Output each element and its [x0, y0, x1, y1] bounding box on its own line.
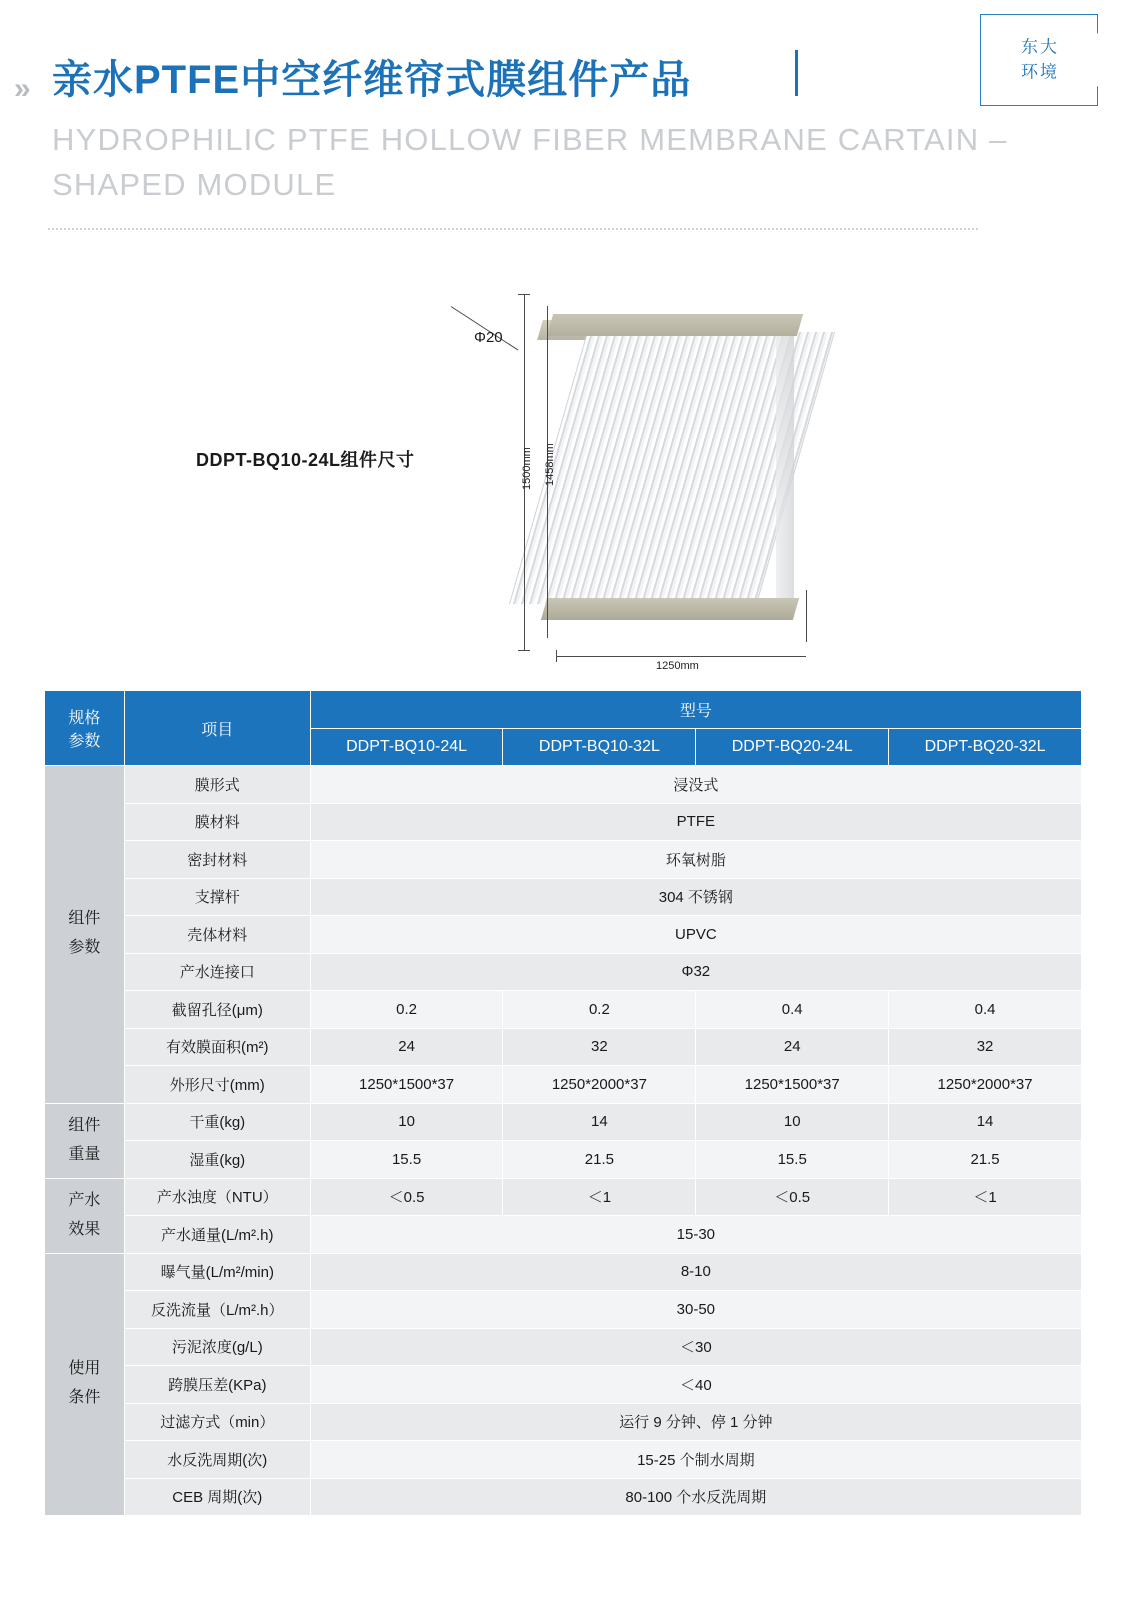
inner-height-label: 1458mm [544, 443, 556, 486]
module-bottom-cap [541, 598, 799, 620]
group-label-component-weight [45, 1103, 125, 1178]
row-item-label: 膜材料 [124, 803, 310, 841]
row-item-label: 过滤方式（min） [124, 1403, 310, 1441]
row-value-span: 304 不锈钢 [310, 878, 1081, 916]
outer-height-label: 1500mm [521, 447, 533, 490]
row-value-cell: 10 [310, 1103, 503, 1141]
row-value-cell: ＜1 [889, 1178, 1082, 1216]
row-value-cell: 21.5 [889, 1141, 1082, 1179]
group-line-1: 使用 [68, 1360, 101, 1378]
row-value-cell: 21.5 [503, 1141, 696, 1179]
row-value-span: 8-10 [310, 1253, 1081, 1291]
module-top-cap [547, 314, 803, 336]
table-row [45, 1403, 1082, 1441]
row-value-cell: 14 [503, 1103, 696, 1141]
group-label-permeate-quality [45, 1178, 125, 1253]
row-value-cell: 24 [696, 1028, 889, 1066]
diameter-label: Φ20 [474, 329, 503, 346]
row-value-cell: 15.5 [696, 1141, 889, 1179]
table-row [45, 1291, 1082, 1329]
spec-table-body [45, 691, 1082, 1516]
model-col-4: DDPT-BQ20-32L [889, 728, 1082, 766]
table-row [45, 1028, 1082, 1066]
group-label-component-params [45, 766, 125, 1104]
row-item-label: 截留孔径(μm) [124, 991, 310, 1029]
row-value-cell: 1250*2000*37 [889, 1066, 1082, 1104]
width-tick-left [556, 650, 557, 662]
row-item-label: 支撑杆 [124, 878, 310, 916]
row-item-label: 膜形式 [124, 766, 310, 804]
row-value-cell: 10 [696, 1103, 889, 1141]
group-line-2: 参数 [68, 939, 101, 957]
model-col-3: DDPT-BQ20-24L [696, 728, 889, 766]
page-header [0, 0, 1126, 238]
logo-text [981, 33, 1099, 86]
row-value-cell: 32 [889, 1028, 1082, 1066]
table-row [45, 841, 1082, 879]
row-value-span: UPVC [310, 916, 1081, 954]
row-item-label: 产水浊度（NTU） [124, 1178, 310, 1216]
row-item-label: 污泥浓度(g/L) [124, 1328, 310, 1366]
row-value-cell: 1250*1500*37 [696, 1066, 889, 1104]
table-row [45, 1216, 1082, 1254]
row-value-cell: 0.2 [310, 991, 503, 1029]
product-figure [0, 250, 1126, 680]
row-value-cell: ＜0.5 [310, 1178, 503, 1216]
table-row [45, 878, 1082, 916]
row-item-label: CEB 周期(次) [124, 1478, 310, 1516]
title-divider [795, 50, 798, 96]
width-extension-right [806, 590, 807, 642]
table-row [45, 1366, 1082, 1404]
row-value-cell: 0.2 [503, 991, 696, 1029]
row-item-label: 曝气量(L/m²/min) [124, 1253, 310, 1291]
table-row [45, 1103, 1082, 1141]
row-item-label: 跨膜压差(KPa) [124, 1366, 310, 1404]
table-row [45, 1253, 1082, 1291]
row-item-label: 产水通量(L/m².h) [124, 1216, 310, 1254]
logo-line-2: 环境 [1021, 62, 1059, 81]
row-value-span: ＜40 [310, 1366, 1081, 1404]
group-line-2: 条件 [68, 1389, 101, 1407]
group-label-operating-conditions [45, 1253, 125, 1516]
group-line-1: 组件 [68, 910, 101, 928]
row-value-span: 15-30 [310, 1216, 1081, 1254]
row-item-label: 密封材料 [124, 841, 310, 879]
table-row [45, 1178, 1082, 1216]
page-title-cn: 亲水PTFE中空纤维帘式膜组件产品 [52, 58, 692, 102]
table-row [45, 1441, 1082, 1479]
group-line-2: 效果 [68, 1220, 101, 1238]
row-value-span: ＜30 [310, 1328, 1081, 1366]
row-value-span: 80-100 个水反洗周期 [310, 1478, 1081, 1516]
row-value-cell: ＜0.5 [696, 1178, 889, 1216]
row-item-label: 反洗流量（L/m².h） [124, 1291, 310, 1329]
row-value-cell: 24 [310, 1028, 503, 1066]
row-value-cell: ＜1 [503, 1178, 696, 1216]
group-line-1: 组件 [68, 1116, 101, 1134]
group-line-1: 产水 [68, 1191, 101, 1209]
table-row [45, 1066, 1082, 1104]
row-item-label: 外形尺寸(mm) [124, 1066, 310, 1104]
corner-line-1: 规格 [68, 710, 101, 727]
row-value-cell: 1250*1500*37 [310, 1066, 503, 1104]
row-item-label: 产水连接口 [124, 953, 310, 991]
chevron-right-icon: » [14, 72, 27, 105]
item-header: 项目 [124, 691, 310, 766]
row-value-span: 运行 9 分钟、停 1 分钟 [310, 1403, 1081, 1441]
row-value-span: 15-25 个制水周期 [310, 1441, 1081, 1479]
row-value-cell: 15.5 [310, 1141, 503, 1179]
module-side-face [776, 323, 794, 611]
row-value-span: Φ32 [310, 953, 1081, 991]
row-value-span: 环氧树脂 [310, 841, 1081, 879]
row-value-span: PTFE [310, 803, 1081, 841]
row-item-label: 水反洗周期(次) [124, 1441, 310, 1479]
row-value-cell: 0.4 [696, 991, 889, 1029]
table-header-row-1 [45, 691, 1082, 729]
table-row [45, 1478, 1082, 1516]
table-row [45, 766, 1082, 804]
table-row [45, 953, 1082, 991]
membrane-module-illustration [540, 280, 810, 650]
width-label: 1250mm [656, 660, 699, 672]
table-row [45, 1328, 1082, 1366]
figure-caption: DDPT-BQ10-24L组件尺寸 [196, 450, 415, 470]
row-value-cell: 0.4 [889, 991, 1082, 1029]
row-value-cell: 1250*2000*37 [503, 1066, 696, 1104]
corner-line-2: 参数 [68, 733, 101, 750]
row-item-label: 湿重(kg) [124, 1141, 310, 1179]
logo-line-1: 东大 [1021, 37, 1059, 57]
row-item-label: 壳体材料 [124, 916, 310, 954]
table-row [45, 1141, 1082, 1179]
width-dim-line [556, 656, 806, 657]
company-logo [980, 14, 1098, 106]
model-col-2: DDPT-BQ10-32L [503, 728, 696, 766]
outer-height-tick-bottom [518, 650, 530, 651]
header-divider [48, 228, 978, 230]
model-col-1: DDPT-BQ10-24L [310, 728, 503, 766]
table-row [45, 991, 1082, 1029]
specification-table [44, 690, 1082, 1516]
row-value-cell: 32 [503, 1028, 696, 1066]
table-row [45, 916, 1082, 954]
page-title-en: HYDROPHILIC PTFE HOLLOW FIBER MEMBRANE CARTAIN –SHAPED MODULE [52, 122, 1008, 202]
model-header: 型号 [310, 691, 1081, 729]
row-item-label: 干重(kg) [124, 1103, 310, 1141]
row-item-label: 有效膜面积(m²) [124, 1028, 310, 1066]
corner-header [45, 691, 125, 766]
row-value-span: 浸没式 [310, 766, 1081, 804]
table-row [45, 803, 1082, 841]
outer-height-tick-top [518, 294, 530, 295]
row-value-cell: 14 [889, 1103, 1082, 1141]
row-value-span: 30-50 [310, 1291, 1081, 1329]
group-line-2: 重量 [68, 1145, 101, 1163]
